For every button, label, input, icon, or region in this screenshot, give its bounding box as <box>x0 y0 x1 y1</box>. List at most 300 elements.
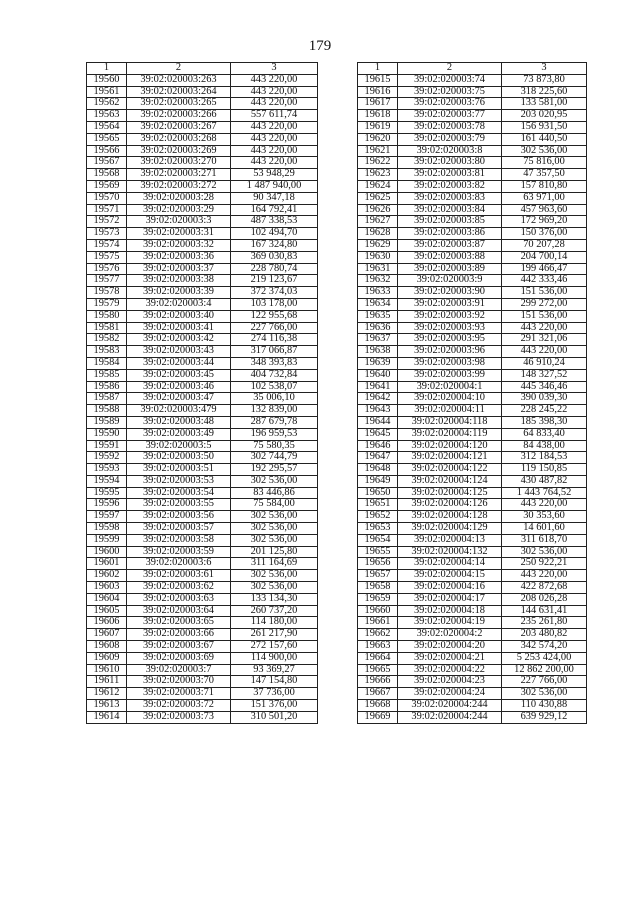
row-number: 19654 <box>358 534 398 546</box>
cadastral-value: 260 737,20 <box>231 605 318 617</box>
row-number: 19598 <box>87 523 127 535</box>
cadastral-number: 39:02:020003:38 <box>127 275 231 287</box>
row-number: 19575 <box>87 251 127 263</box>
row-number: 19567 <box>87 157 127 169</box>
row-number: 19651 <box>358 499 398 511</box>
table-row <box>87 558 318 570</box>
cadastral-value: 235 261,80 <box>502 617 587 629</box>
cadastral-value: 93 369,27 <box>231 664 318 676</box>
cadastral-value: 457 963,60 <box>502 204 587 216</box>
cadastral-number: 39:02:020004:18 <box>398 605 502 617</box>
table-row <box>358 275 587 287</box>
cadastral-value: 272 157,60 <box>231 641 318 653</box>
row-number: 19625 <box>358 192 398 204</box>
table-row <box>87 275 318 287</box>
cadastral-number: 39:02:020004:23 <box>398 676 502 688</box>
table-row <box>87 381 318 393</box>
cadastral-value: 5 253 424,00 <box>502 652 587 664</box>
cadastral-number: 39:02:020003:99 <box>398 369 502 381</box>
row-number: 19644 <box>358 416 398 428</box>
cadastral-number: 39:02:020003:47 <box>127 393 231 405</box>
cadastral-value: 64 833,40 <box>502 428 587 440</box>
row-number: 19613 <box>87 700 127 712</box>
row-number: 19589 <box>87 416 127 428</box>
cadastral-number: 39:02:020004:21 <box>398 652 502 664</box>
cadastral-number: 39:02:020004:15 <box>398 570 502 582</box>
cadastral-number: 39:02:020003:76 <box>398 98 502 110</box>
row-number: 19586 <box>87 381 127 393</box>
cadastral-number: 39:02:020003:77 <box>398 110 502 122</box>
table-row <box>87 393 318 405</box>
table-row <box>87 145 318 157</box>
row-number: 19576 <box>87 263 127 275</box>
cadastral-value: 204 700,14 <box>502 251 587 263</box>
cadastral-value: 151 536,00 <box>502 287 587 299</box>
row-number: 19564 <box>87 121 127 133</box>
cadastral-number: 39:02:020003:51 <box>127 464 231 476</box>
cadastral-number: 39:02:020004:14 <box>398 558 502 570</box>
cadastral-number: 39:02:020003:54 <box>127 487 231 499</box>
table-row <box>358 440 587 452</box>
table-row <box>358 700 587 712</box>
row-number: 19656 <box>358 558 398 570</box>
cadastral-value: 442 333,46 <box>502 275 587 287</box>
table-row <box>358 204 587 216</box>
cadastral-number: 39:02:020004:119 <box>398 428 502 440</box>
row-number: 19617 <box>358 98 398 110</box>
row-number: 19580 <box>87 310 127 322</box>
row-number: 19615 <box>358 74 398 86</box>
cadastral-number: 39:02:020003:88 <box>398 251 502 263</box>
cadastral-number: 39:02:020004:126 <box>398 499 502 511</box>
table-row <box>358 534 587 546</box>
cadastral-number: 39:02:020003:84 <box>398 204 502 216</box>
column-header: 3 <box>502 63 587 75</box>
cadastral-value: 312 184,53 <box>502 452 587 464</box>
row-number: 19569 <box>87 180 127 192</box>
cadastral-value: 219 123,67 <box>231 275 318 287</box>
cadastral-value: 147 154,80 <box>231 676 318 688</box>
row-number: 19614 <box>87 711 127 723</box>
table-row <box>87 357 318 369</box>
cadastral-number: 39:02:020003:42 <box>127 334 231 346</box>
table-row <box>87 228 318 240</box>
row-number: 19561 <box>87 86 127 98</box>
row-number: 19667 <box>358 688 398 700</box>
row-number: 19650 <box>358 487 398 499</box>
cadastral-number: 39:02:020003:91 <box>398 298 502 310</box>
cadastral-value: 192 295,57 <box>231 464 318 476</box>
cadastral-value: 639 929,12 <box>502 711 587 723</box>
table-header-row <box>358 63 587 75</box>
table-row <box>87 582 318 594</box>
table-row <box>358 475 587 487</box>
cadastral-value: 261 217,90 <box>231 629 318 641</box>
cadastral-value: 196 959,53 <box>231 428 318 440</box>
cadastral-value: 311 618,70 <box>502 534 587 546</box>
cadastral-value: 302 536,00 <box>502 688 587 700</box>
cadastral-value: 443 220,00 <box>231 74 318 86</box>
cadastral-value: 318 225,60 <box>502 86 587 98</box>
cadastral-value: 63 971,00 <box>502 192 587 204</box>
table-row <box>87 593 318 605</box>
cadastral-number: 39:02:020003:78 <box>398 121 502 133</box>
table-row <box>358 393 587 405</box>
row-number: 19645 <box>358 428 398 440</box>
cadastral-number: 39:02:020003:36 <box>127 251 231 263</box>
table-header-row <box>87 63 318 75</box>
table-row <box>87 428 318 440</box>
cadastral-number: 39:02:020003:265 <box>127 98 231 110</box>
cadastral-value: 228 245,22 <box>502 405 587 417</box>
table-row <box>87 475 318 487</box>
cadastral-number: 39:02:020003:53 <box>127 475 231 487</box>
cadastral-value: 37 736,00 <box>231 688 318 700</box>
cadastral-value: 302 536,00 <box>502 145 587 157</box>
cadastral-number: 39:02:020004:125 <box>398 487 502 499</box>
table-row <box>358 169 587 181</box>
row-number: 19632 <box>358 275 398 287</box>
cadastral-value: 151 376,00 <box>231 700 318 712</box>
table-row <box>87 192 318 204</box>
table-row <box>358 310 587 322</box>
table-row <box>87 711 318 723</box>
cadastral-value: 443 220,00 <box>231 133 318 145</box>
cadastral-number: 39:02:020003:49 <box>127 428 231 440</box>
row-number: 19619 <box>358 121 398 133</box>
table-row <box>87 676 318 688</box>
cadastral-value: 443 220,00 <box>231 98 318 110</box>
table-row <box>87 617 318 629</box>
row-number: 19573 <box>87 228 127 240</box>
cadastral-value: 201 125,80 <box>231 546 318 558</box>
cadastral-value: 156 931,50 <box>502 121 587 133</box>
row-number: 19620 <box>358 133 398 145</box>
cadastral-number: 39:02:020003:75 <box>398 86 502 98</box>
table-row <box>87 263 318 275</box>
row-number: 19574 <box>87 239 127 251</box>
cadastral-value: 302 536,00 <box>231 475 318 487</box>
table-row <box>358 74 587 86</box>
table-row <box>87 688 318 700</box>
cadastral-number: 39:02:020004:128 <box>398 511 502 523</box>
cadastral-value: 390 039,30 <box>502 393 587 405</box>
table-row <box>87 664 318 676</box>
cadastral-value: 302 744,79 <box>231 452 318 464</box>
table-row <box>87 169 318 181</box>
row-number: 19660 <box>358 605 398 617</box>
table-row <box>358 688 587 700</box>
row-number: 19577 <box>87 275 127 287</box>
cadastral-number: 39:02:020003:268 <box>127 133 231 145</box>
cadastral-number: 39:02:020003:266 <box>127 110 231 122</box>
cadastral-value: 302 536,00 <box>231 570 318 582</box>
table-row <box>87 629 318 641</box>
table-row <box>358 499 587 511</box>
row-number: 19590 <box>87 428 127 440</box>
table-row <box>87 416 318 428</box>
table-row <box>358 216 587 228</box>
row-number: 19600 <box>87 546 127 558</box>
table-row <box>87 405 318 417</box>
table-row <box>87 523 318 535</box>
cadastral-number: 39:02:020004:244 <box>398 711 502 723</box>
table-row <box>358 629 587 641</box>
row-number: 19588 <box>87 405 127 417</box>
cadastral-number: 39:02:020003:31 <box>127 228 231 240</box>
row-number: 19659 <box>358 593 398 605</box>
table-row <box>358 346 587 358</box>
table-row <box>87 98 318 110</box>
cadastral-number: 39:02:020004:11 <box>398 405 502 417</box>
row-number: 19637 <box>358 334 398 346</box>
cadastral-value: 228 780,74 <box>231 263 318 275</box>
table-row <box>87 86 318 98</box>
cadastral-value: 102 538,07 <box>231 381 318 393</box>
cadastral-number: 39:02:020003:45 <box>127 369 231 381</box>
column-header: 2 <box>127 63 231 75</box>
table-row <box>358 145 587 157</box>
row-number: 19657 <box>358 570 398 582</box>
table-row <box>358 192 587 204</box>
table-row <box>358 98 587 110</box>
table-row <box>87 440 318 452</box>
table-row <box>358 617 587 629</box>
row-number: 19647 <box>358 452 398 464</box>
row-number: 19668 <box>358 700 398 712</box>
table-row <box>358 322 587 334</box>
cadastral-number: 39:02:020003:44 <box>127 357 231 369</box>
row-number: 19604 <box>87 593 127 605</box>
cadastral-value: 430 487,82 <box>502 475 587 487</box>
cadastral-number: 39:02:020004:121 <box>398 452 502 464</box>
cadastral-number: 39:02:020003:85 <box>398 216 502 228</box>
cadastral-number: 39:02:020004:244 <box>398 700 502 712</box>
row-number: 19609 <box>87 652 127 664</box>
row-number: 19663 <box>358 641 398 653</box>
table-row <box>358 228 587 240</box>
cadastral-number: 39:02:020003:7 <box>127 664 231 676</box>
cadastral-value: 302 536,00 <box>231 511 318 523</box>
cadastral-number: 39:02:020003:479 <box>127 405 231 417</box>
row-number: 19616 <box>358 86 398 98</box>
table-row <box>87 452 318 464</box>
cadastral-value: 167 324,80 <box>231 239 318 251</box>
row-number: 19649 <box>358 475 398 487</box>
cadastral-value: 46 910,24 <box>502 357 587 369</box>
cadastral-number: 39:02:020004:1 <box>398 381 502 393</box>
row-number: 19593 <box>87 464 127 476</box>
row-number: 19653 <box>358 523 398 535</box>
cadastral-value: 291 321,06 <box>502 334 587 346</box>
cadastral-value: 122 955,68 <box>231 310 318 322</box>
table-row <box>358 452 587 464</box>
cadastral-value: 132 839,00 <box>231 405 318 417</box>
table-row <box>87 216 318 228</box>
row-number: 19648 <box>358 464 398 476</box>
row-number: 19641 <box>358 381 398 393</box>
row-number: 19621 <box>358 145 398 157</box>
cadastral-value: 369 030,83 <box>231 251 318 263</box>
table-row <box>358 334 587 346</box>
cadastral-number: 39:02:020004:132 <box>398 546 502 558</box>
table-row <box>358 298 587 310</box>
table-row <box>358 157 587 169</box>
cadastral-number: 39:02:020003:66 <box>127 629 231 641</box>
cadastral-number: 39:02:020004:19 <box>398 617 502 629</box>
row-number: 19591 <box>87 440 127 452</box>
row-number: 19579 <box>87 298 127 310</box>
cadastral-number: 39:02:020003:32 <box>127 239 231 251</box>
cadastral-value: 287 679,78 <box>231 416 318 428</box>
table-row <box>358 180 587 192</box>
column-header: 3 <box>231 63 318 75</box>
row-number: 19565 <box>87 133 127 145</box>
row-number: 19635 <box>358 310 398 322</box>
row-number: 19562 <box>87 98 127 110</box>
cadastral-number: 39:02:020003:74 <box>398 74 502 86</box>
table-row <box>87 511 318 523</box>
row-number: 19640 <box>358 369 398 381</box>
row-number: 19665 <box>358 664 398 676</box>
table-row <box>358 251 587 263</box>
table-row <box>87 605 318 617</box>
cadastral-number: 39:02:020004:2 <box>398 629 502 641</box>
cadastral-value: 148 327,52 <box>502 369 587 381</box>
cadastral-value: 348 393,83 <box>231 357 318 369</box>
cadastral-number: 39:02:020003:93 <box>398 322 502 334</box>
table-row <box>87 239 318 251</box>
cadastral-number: 39:02:020003:89 <box>398 263 502 275</box>
cadastral-number: 39:02:020003:271 <box>127 169 231 181</box>
row-number: 19629 <box>358 239 398 251</box>
table-row <box>358 558 587 570</box>
table-row <box>358 428 587 440</box>
cadastral-number: 39:02:020004:17 <box>398 593 502 605</box>
cadastral-number: 39:02:020003:6 <box>127 558 231 570</box>
cadastral-number: 39:02:020004:10 <box>398 393 502 405</box>
cadastral-number: 39:02:020003:272 <box>127 180 231 192</box>
cadastral-number: 39:02:020004:122 <box>398 464 502 476</box>
row-number: 19592 <box>87 452 127 464</box>
row-number: 19582 <box>87 334 127 346</box>
table-row <box>358 641 587 653</box>
cadastral-number: 39:02:020003:269 <box>127 145 231 157</box>
row-number: 19611 <box>87 676 127 688</box>
cadastral-value: 274 116,38 <box>231 334 318 346</box>
cadastral-value: 90 347,18 <box>231 192 318 204</box>
table-row <box>358 263 587 275</box>
cadastral-value: 1 487 940,00 <box>231 180 318 192</box>
cadastral-number: 39:02:020003:48 <box>127 416 231 428</box>
cadastral-value: 14 601,60 <box>502 523 587 535</box>
cadastral-value: 172 969,20 <box>502 216 587 228</box>
row-number: 19661 <box>358 617 398 629</box>
table-row <box>358 133 587 145</box>
cadastral-number: 39:02:020004:16 <box>398 582 502 594</box>
table-row <box>358 239 587 251</box>
table-row <box>87 287 318 299</box>
row-number: 19636 <box>358 322 398 334</box>
table-row <box>358 511 587 523</box>
row-number: 19612 <box>87 688 127 700</box>
cadastral-value: 75 580,35 <box>231 440 318 452</box>
row-number: 19572 <box>87 216 127 228</box>
cadastral-value: 443 220,00 <box>231 145 318 157</box>
row-number: 19631 <box>358 263 398 275</box>
cadastral-value: 103 178,00 <box>231 298 318 310</box>
table-row <box>87 534 318 546</box>
cadastral-number: 39:02:020003:46 <box>127 381 231 393</box>
cadastral-value: 35 006,10 <box>231 393 318 405</box>
cadastral-value: 70 207,28 <box>502 239 587 251</box>
row-number: 19606 <box>87 617 127 629</box>
table-row <box>358 523 587 535</box>
cadastral-value: 119 150,85 <box>502 464 587 476</box>
row-number: 19584 <box>87 357 127 369</box>
cadastral-value: 47 357,50 <box>502 169 587 181</box>
cadastral-number: 39:02:020003:9 <box>398 275 502 287</box>
row-number: 19655 <box>358 546 398 558</box>
cadastral-number: 39:02:020004:22 <box>398 664 502 676</box>
table-row <box>87 369 318 381</box>
cadastral-value: 110 430,88 <box>502 700 587 712</box>
cadastral-value: 443 220,00 <box>231 157 318 169</box>
column-header: 1 <box>358 63 398 75</box>
cadastral-number: 39:02:020003:90 <box>398 287 502 299</box>
cadastral-number: 39:02:020003:72 <box>127 700 231 712</box>
table-row <box>358 357 587 369</box>
cadastral-value: 114 900,00 <box>231 652 318 664</box>
row-number: 19595 <box>87 487 127 499</box>
table-row <box>358 582 587 594</box>
row-number: 19634 <box>358 298 398 310</box>
cadastral-number: 39:02:020003:81 <box>398 169 502 181</box>
cadastral-number: 39:02:020003:79 <box>398 133 502 145</box>
cadastral-number: 39:02:020003:69 <box>127 652 231 664</box>
table-row <box>358 593 587 605</box>
table-row <box>358 121 587 133</box>
cadastral-number: 39:02:020003:95 <box>398 334 502 346</box>
cadastral-value: 443 220,00 <box>502 322 587 334</box>
cadastral-number: 39:02:020004:13 <box>398 534 502 546</box>
row-number: 19627 <box>358 216 398 228</box>
table-row <box>87 652 318 664</box>
table-row <box>87 334 318 346</box>
cadastral-number: 39:02:020003:264 <box>127 86 231 98</box>
cadastral-value: 445 346,46 <box>502 381 587 393</box>
cadastral-number: 39:02:020003:57 <box>127 523 231 535</box>
cadastral-value: 302 536,00 <box>231 534 318 546</box>
cadastral-number: 39:02:020003:80 <box>398 157 502 169</box>
table-row <box>87 157 318 169</box>
row-number: 19607 <box>87 629 127 641</box>
cadastral-value: 75 816,00 <box>502 157 587 169</box>
row-number: 19570 <box>87 192 127 204</box>
table-row <box>358 287 587 299</box>
cadastral-number: 39:02:020003:41 <box>127 322 231 334</box>
row-number: 19623 <box>358 169 398 181</box>
cadastral-value: 443 220,00 <box>502 346 587 358</box>
cadastral-number: 39:02:020003:98 <box>398 357 502 369</box>
cadastral-number: 39:02:020003:263 <box>127 74 231 86</box>
cadastral-value: 150 376,00 <box>502 228 587 240</box>
cadastral-number: 39:02:020003:92 <box>398 310 502 322</box>
cadastral-value: 1 443 764,52 <box>502 487 587 499</box>
cadastral-value: 227 766,00 <box>231 322 318 334</box>
cadastral-number: 39:02:020003:83 <box>398 192 502 204</box>
row-number: 19639 <box>358 357 398 369</box>
